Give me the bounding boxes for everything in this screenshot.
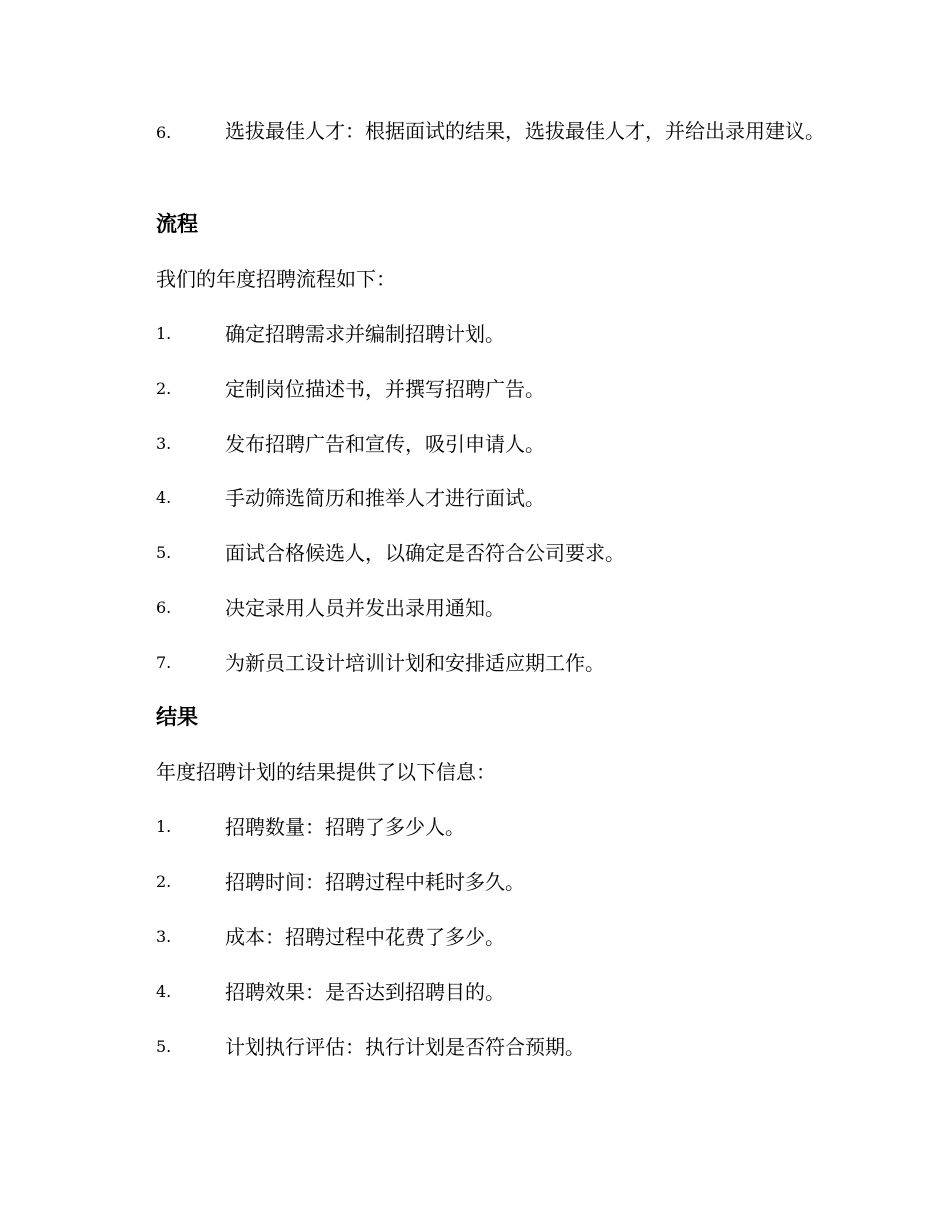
list-item-number: 6.: [156, 123, 172, 142]
list-item-number: 1.: [156, 324, 172, 343]
list-item-text: 招聘数量：招聘了多少人。: [225, 815, 465, 839]
list-item-text: 选拔最佳人才：根据面试的结果，选拔最佳人才，并给出录用建议。: [225, 119, 825, 143]
list-item-text: 成本：招聘过程中花费了多少。: [225, 925, 505, 949]
section-heading-results: 结果: [156, 705, 198, 729]
list-item-number: 5.: [156, 543, 172, 562]
list-item-text: 确定招聘需求并编制招聘计划。: [225, 322, 505, 346]
list-item: [0, 483, 950, 513]
list-item: [0, 1032, 950, 1062]
process-intro: 我们的年度招聘流程如下：: [156, 267, 396, 291]
list-item-number: 1.: [156, 817, 172, 836]
list-item-continued: [113, 110, 838, 154]
list-item-text: 手动筛选简历和推举人才进行面试。: [225, 486, 545, 510]
list-item: [0, 593, 950, 623]
list-item-text: 发布招聘广告和宣传，吸引申请人。: [225, 432, 545, 456]
list-item-number: 7.: [156, 653, 172, 672]
list-item: [0, 648, 950, 678]
list-item: [0, 977, 950, 1007]
list-item: [0, 812, 950, 842]
list-item-text: 面试合格候选人，以确定是否符合公司要求。: [225, 541, 625, 565]
list-item-number: 2.: [156, 872, 172, 891]
list-item-text: 招聘效果：是否达到招聘目的。: [225, 980, 505, 1004]
list-item: [0, 922, 950, 952]
list-item: [0, 538, 950, 568]
list-item: [0, 867, 950, 897]
list-item: [0, 374, 950, 404]
list-item-number: 3.: [156, 434, 172, 453]
list-item-number: 6.: [156, 598, 172, 617]
section-heading-process: 流程: [156, 212, 198, 236]
list-item-text: 定制岗位描述书，并撰写招聘广告。: [225, 377, 545, 401]
list-item-text: 招聘时间：招聘过程中耗时多久。: [225, 870, 525, 894]
list-item-number: 2.: [156, 379, 172, 398]
list-item-text: 决定录用人员并发出录用通知。: [225, 596, 505, 620]
list-item-text: 为新员工设计培训计划和安排适应期工作。: [225, 651, 605, 675]
list-item-text: 计划执行评估：执行计划是否符合预期。: [225, 1035, 585, 1059]
list-item-number: 4.: [156, 488, 172, 507]
list-item-number: 4.: [156, 982, 172, 1001]
list-item: [0, 429, 950, 459]
list-item: [0, 319, 950, 349]
list-item-number: 5.: [156, 1037, 172, 1056]
results-intro: 年度招聘计划的结果提供了以下信息：: [156, 760, 496, 784]
list-item-number: 3.: [156, 927, 172, 946]
